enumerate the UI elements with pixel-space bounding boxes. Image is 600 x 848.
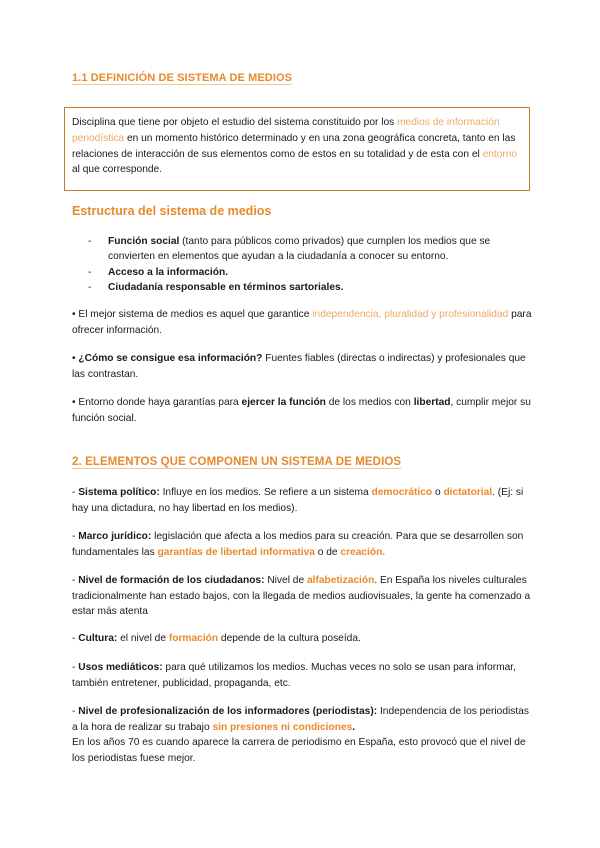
paragraph-como-se-consigue xyxy=(72,351,532,382)
highlight-dictatorial: dictatorial xyxy=(443,487,493,498)
highlight-creacion: creación. xyxy=(340,546,386,558)
list-dash: - xyxy=(88,282,92,294)
section-heading-elementos: 2. ELEMENTOS QUE COMPONEN UN SISTEMA DE MEDIOS xyxy=(72,456,402,468)
paragraph-bold: ejercer la función xyxy=(241,397,326,408)
paragraph-text: • El mejor sistema de medios es aquel que garantice xyxy=(72,309,313,320)
paragraph-bold: ¿Cómo se consigue esa información? xyxy=(78,353,263,364)
item-text: Independencia de los periodistas a la hora de realizar su trabajo xyxy=(72,706,529,733)
paragraph-mejor-sistema xyxy=(72,307,532,338)
definition-box xyxy=(64,107,530,191)
item-text: . xyxy=(352,721,356,733)
item-label: Cultura: xyxy=(78,633,118,644)
item-text: En los años 70 es cuando aparece la carrera de periodismo en España, esto provocó que el nivel de los periodistas fuese mejor. xyxy=(72,737,526,764)
list-item xyxy=(88,280,528,295)
item-text: legislación que afecta a los medios para su creación. Para que se desarrollen son fundamentales las xyxy=(72,531,524,558)
item-label: Nivel de formación de los ciudadanos: xyxy=(78,575,265,586)
item-cultura xyxy=(72,631,532,647)
item-text: depende de la cultura poseída. xyxy=(218,633,361,644)
item-text: - xyxy=(72,662,79,673)
list-dash: - xyxy=(88,266,92,278)
definition-text: Disciplina que tiene por objeto el estudio del sistema constituido por los xyxy=(72,117,398,128)
item-nivel-formacion xyxy=(72,573,532,620)
highlight-independencia: independencia, pluralidad y profesionalidad xyxy=(312,309,509,320)
item-sistema-politico xyxy=(72,485,532,516)
item-marco-juridico xyxy=(72,529,532,560)
section-heading-definicion: 1.1 DEFINICIÓN DE SISTEMA DE MEDIOS xyxy=(72,72,293,84)
paragraph-text: para ofrecer información. xyxy=(72,309,532,336)
item-usos-mediaticos xyxy=(72,660,532,691)
item-text: - xyxy=(72,575,79,586)
item-text: . En España los niveles culturales tradicionalmente han estado bajos, con la llegada de medios audiovisuales, la gente ha comenzado a estar más atenta xyxy=(72,575,531,618)
list-item-bold: Ciudadanía responsable en términos sartoriales. xyxy=(108,282,344,294)
list-item xyxy=(88,265,528,280)
paragraph-text: de los medios con xyxy=(325,397,414,408)
definition-text: en un momento histórico determinado y en una zona geográfica concreta, tanto en las relaciones de interacción de sus elementos como de estos en su totalidad y de esta con el xyxy=(72,132,516,160)
paragraph-bold: libertad xyxy=(413,397,451,408)
item-label: Marco jurídico: xyxy=(78,531,152,542)
item-text: el nivel de xyxy=(117,633,169,644)
list-item-text: (tanto para públicos como privados) que cumplen los medios que se convierten en elementos que ayudan a la ciudadanía a conocer su entorno. xyxy=(108,236,491,263)
item-text: para qué utilizamos los medios. Muchas veces no solo se usan para informar, también entretener, publicidad, propaganda, etc. xyxy=(72,662,516,689)
item-label: Nivel de profesionalización de los informadores (periodistas): xyxy=(78,706,378,717)
paragraph-text: • xyxy=(72,353,79,364)
paragraph-text: Fuentes fiables (directas o indirectas) y profesionales que las contrastan. xyxy=(72,353,526,380)
item-text: - xyxy=(72,633,79,644)
highlight-garantias: garantías de libertad informativa xyxy=(157,546,315,558)
item-profesionalizacion xyxy=(72,704,532,766)
item-text: o xyxy=(432,487,444,498)
paragraph-text: , cumplir mejor su función social. xyxy=(72,397,531,424)
paragraph-text: • Entorno donde haya garantías para xyxy=(72,397,242,408)
highlight-formacion: formación xyxy=(168,633,219,644)
list-item-bold: Función social xyxy=(108,236,180,247)
highlight-sin-presiones: sin presiones ni condiciones xyxy=(212,721,353,733)
definition-text: al que corresponde. xyxy=(72,164,163,176)
subheading-estructura: Estructura del sistema de medios xyxy=(72,204,272,218)
paragraph-entorno xyxy=(72,395,532,426)
highlight-democratico: democrático xyxy=(371,487,433,498)
item-text: Nivel de xyxy=(264,575,307,586)
highlight-alfabetizacion: alfabetización xyxy=(306,575,375,586)
list-item-bold: Acceso a la información. xyxy=(108,266,229,278)
highlight-medios-informacion: medios de información periodística xyxy=(72,117,500,144)
item-text: Influye en los medios. Se refiere a un sistema xyxy=(159,487,372,498)
estructura-list xyxy=(88,234,528,296)
item-text: - xyxy=(72,706,79,717)
highlight-entorno: entorno xyxy=(482,148,518,160)
item-label: Sistema político: xyxy=(78,487,160,498)
item-text: - xyxy=(72,531,79,542)
item-label: Usos mediáticos: xyxy=(78,662,163,673)
list-dash: - xyxy=(88,236,92,247)
item-text: - xyxy=(72,487,79,498)
list-item xyxy=(88,234,528,265)
item-text: o de xyxy=(314,546,341,558)
item-text: . (Ej: si hay una dictadura, no hay libertad en los medios). xyxy=(72,487,524,514)
